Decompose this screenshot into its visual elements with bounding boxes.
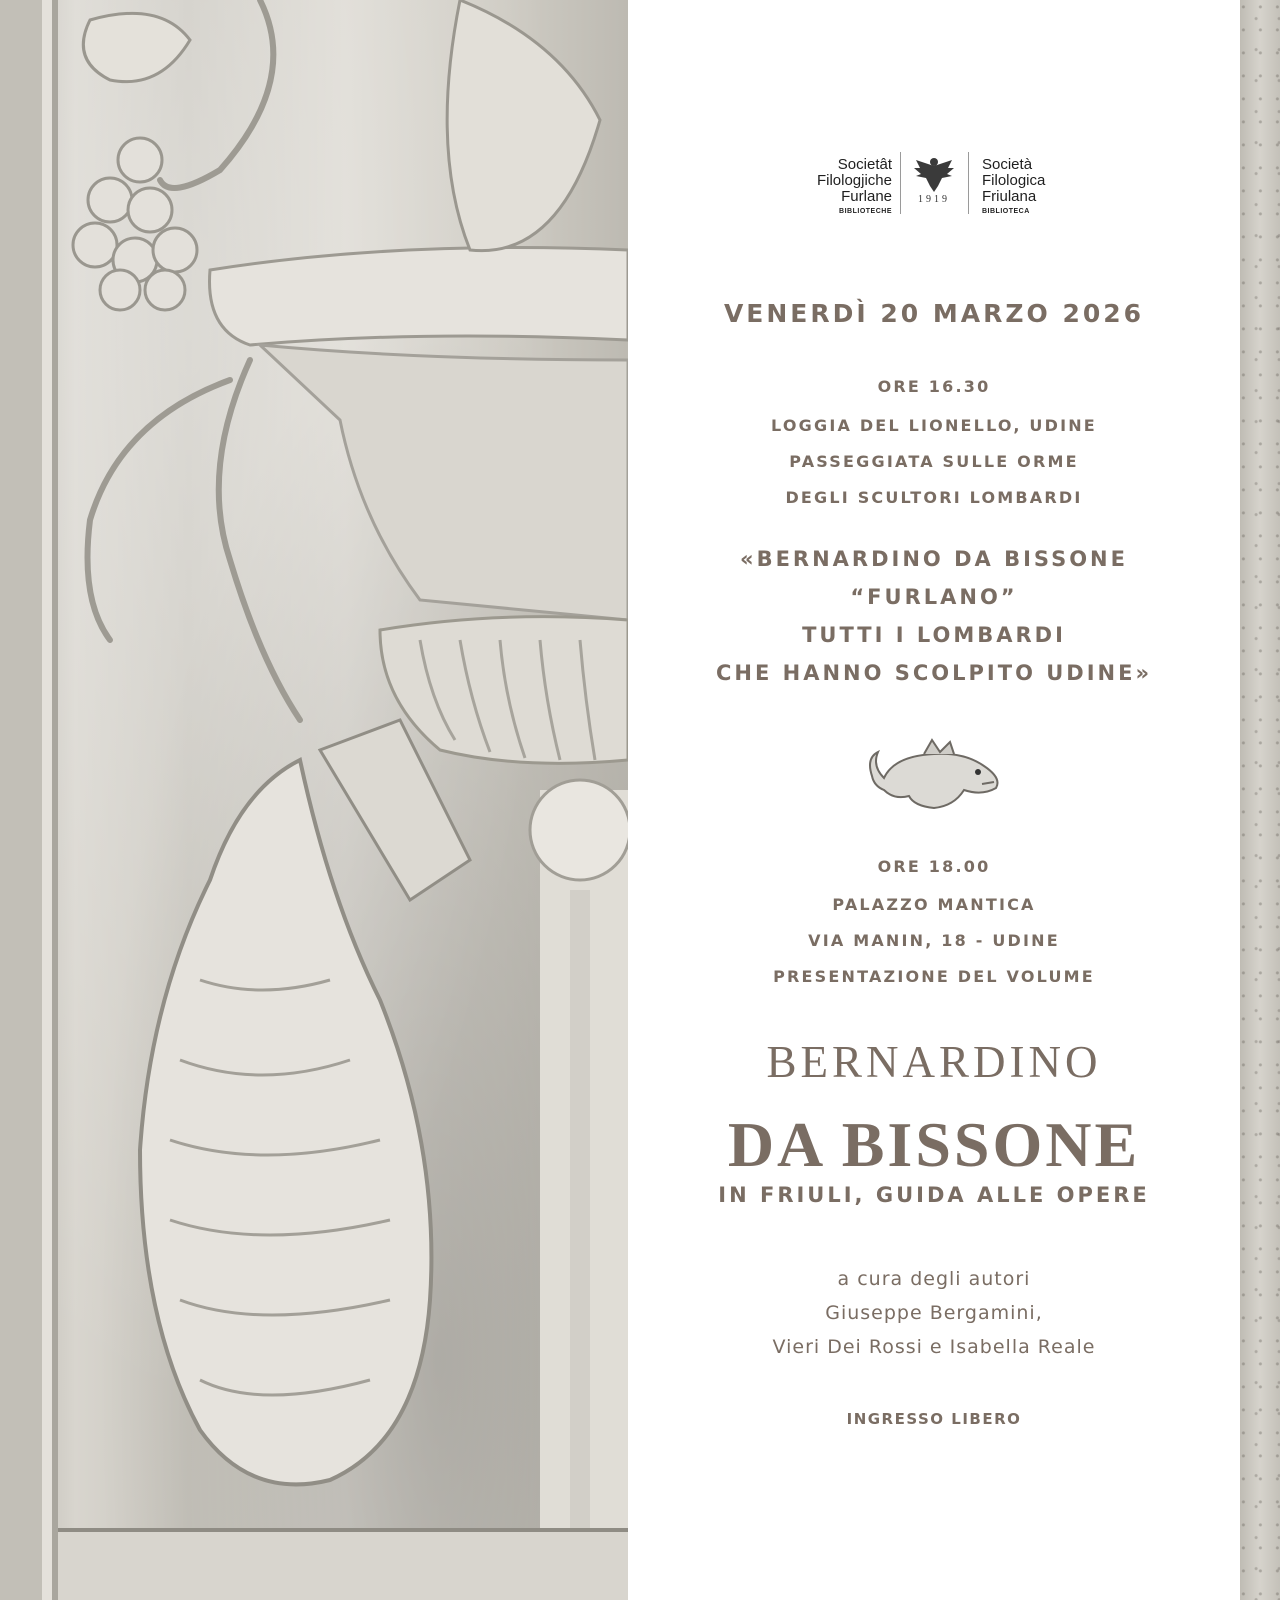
book-subtitle: IN FRIULI, GUIDA ALLE OPERE: [718, 1183, 1150, 1207]
event1-quote-line-4: CHE HANNO SCOLPITO UDINE»: [715, 661, 1153, 685]
event1-place: LOGGIA DEL LIONELLO, UDINE: [771, 416, 1097, 435]
event1-quote-line-1: «BERNARDINO DA BISSONE: [740, 547, 1128, 571]
editors-intro: a cura degli autori: [837, 1268, 1031, 1290]
event1-desc-line-1: PASSEGGIATA SULLE ORME: [789, 452, 1079, 471]
logo-right-line-2: Filologica: [982, 172, 1046, 189]
editors-line-2: Giuseppe Bergamini,: [825, 1302, 1043, 1324]
logo-right-sub: BIBLIOTECA: [982, 208, 1030, 215]
society-logo: [628, 152, 1240, 222]
book-title: DA BISSONE: [727, 1109, 1141, 1180]
event1-quote-line-2: “FURLANO”: [850, 585, 1018, 609]
event1-quote-line-3: TUTTI I LOMBARDI: [802, 623, 1066, 647]
event2-time: ORE 18.00: [877, 857, 991, 876]
logo-left-sub: BIBLIOTECHE: [839, 208, 892, 215]
logo-divider-right: [968, 152, 969, 214]
event-date: VENERDÌ 20 MARZO 2026: [723, 299, 1145, 328]
event2-address: VIA MANIN, 18 - UDINE: [808, 931, 1060, 950]
logo-right-line-3: Friulana: [982, 188, 1037, 205]
event1-time: ORE 16.30: [877, 377, 991, 396]
logo-right-line-1: Società: [982, 156, 1033, 173]
event2-place: PALAZZO MANTICA: [832, 895, 1036, 914]
logo-left-line-2: Filologjiche: [816, 172, 892, 189]
free-entry-note: INGRESSO LIBERO: [846, 1410, 1022, 1428]
event2-desc: PRESENTAZIONE DEL VOLUME: [773, 967, 1095, 986]
dolphin-ornament-icon: [854, 738, 1004, 814]
logo-year: 1919: [918, 194, 950, 205]
eagle-emblem-icon: [912, 154, 956, 194]
book-author: BERNARDINO: [766, 1037, 1102, 1087]
event1-desc-line-2: DEGLI SCULTORI LOMBARDI: [785, 488, 1083, 507]
logo-italian-name: [982, 157, 1045, 215]
stone-edge-strip: [1240, 0, 1280, 1600]
logo-left-line-1: Societât: [837, 156, 892, 173]
editors-line-3: Vieri Dei Rossi e Isabella Reale: [772, 1336, 1096, 1358]
logo-left-line-3: Furlane: [841, 188, 892, 205]
logo-friulian-name: [817, 157, 892, 215]
event-panel: [628, 0, 1240, 1600]
stone-relief-image: [0, 0, 628, 1600]
